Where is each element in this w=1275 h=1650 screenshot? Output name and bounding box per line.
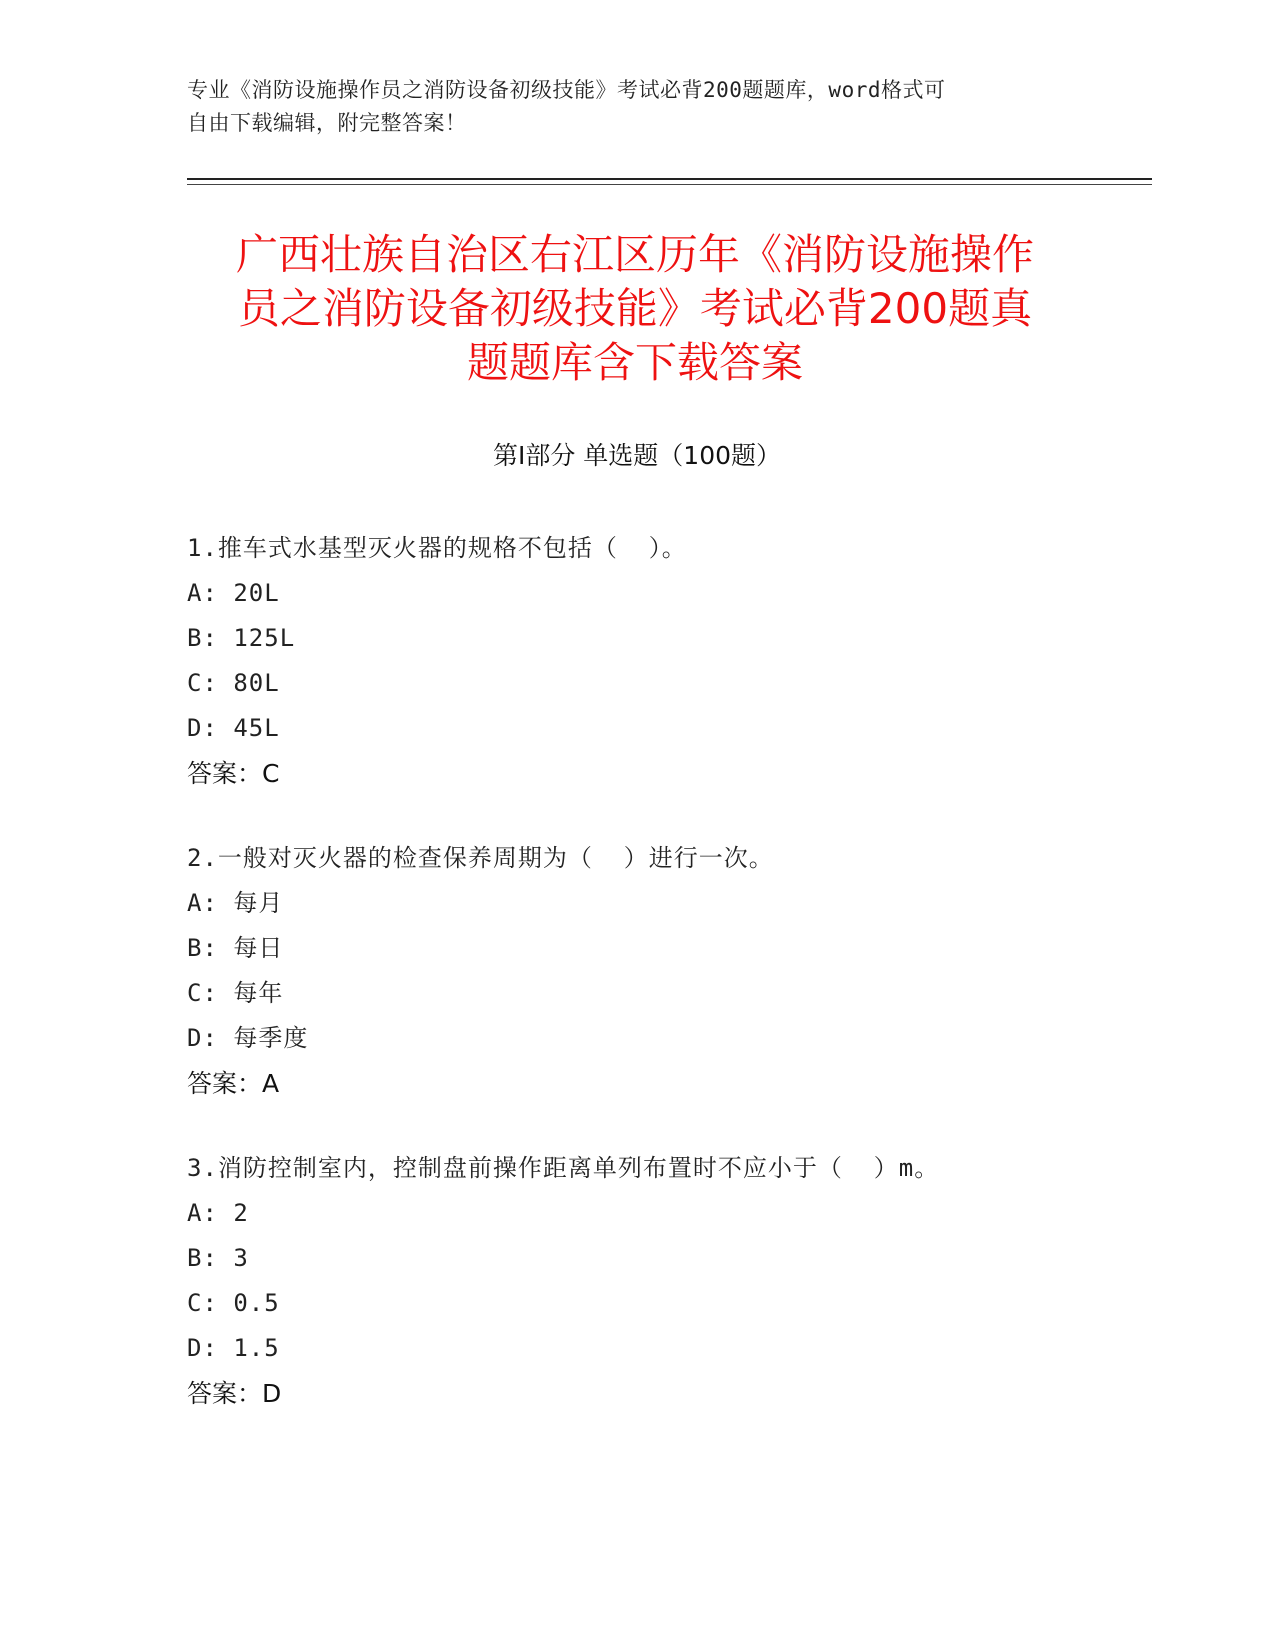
option-c: C: 每年 [187,979,284,1007]
option-d: D: 每季度 [187,1024,309,1052]
document-title-line-2: 员之消防设备初级技能》考试必背200题真 [237,284,1033,333]
option-c: C: 0.5 [187,1289,280,1317]
header-note-line-1: 专业《消防设施操作员之消防设备初级技能》考试必背200题题库，word格式可 [187,78,946,102]
document-title-line-1: 广西壮族自治区右江区历年《消防设施操作 [235,230,1034,279]
header-divider-thin [187,184,1152,185]
document-title-line-3: 题题库含下载答案 [466,338,803,387]
question-item [187,1145,1087,1417]
option-d: D: 45L [187,714,280,742]
option-a: A: 2 [187,1199,249,1227]
section-title: 第Ⅰ部分 单选题（100题） [492,441,782,470]
option-a: A: 20L [187,579,280,607]
question-stem: 2.一般对灭火器的检查保养周期为（ ）进行一次。 [187,844,774,872]
option-a: A: 每月 [187,889,284,917]
answer-text: 答案：C [187,759,280,788]
question-item [187,525,1087,797]
document-title [180,228,1090,390]
option-b: B: 每日 [187,934,284,962]
header-note-line-2: 自由下载编辑，附完整答案！ [187,111,467,135]
option-d: D: 1.5 [187,1334,280,1362]
header-divider-thick [187,178,1152,180]
option-b: B: 125L [187,624,296,652]
question-list [187,525,1087,1455]
header-note [187,74,1067,140]
answer-text: 答案：A [187,1069,280,1098]
question-stem: 1.推车式水基型灭火器的规格不包括（ ）。 [187,534,687,562]
answer-text: 答案：D [187,1379,282,1408]
option-b: B: 3 [187,1244,249,1272]
question-stem: 3.消防控制室内，控制盘前操作距离单列布置时不应小于（ ）m。 [187,1154,940,1182]
question-item [187,835,1087,1107]
option-c: C: 80L [187,669,280,697]
